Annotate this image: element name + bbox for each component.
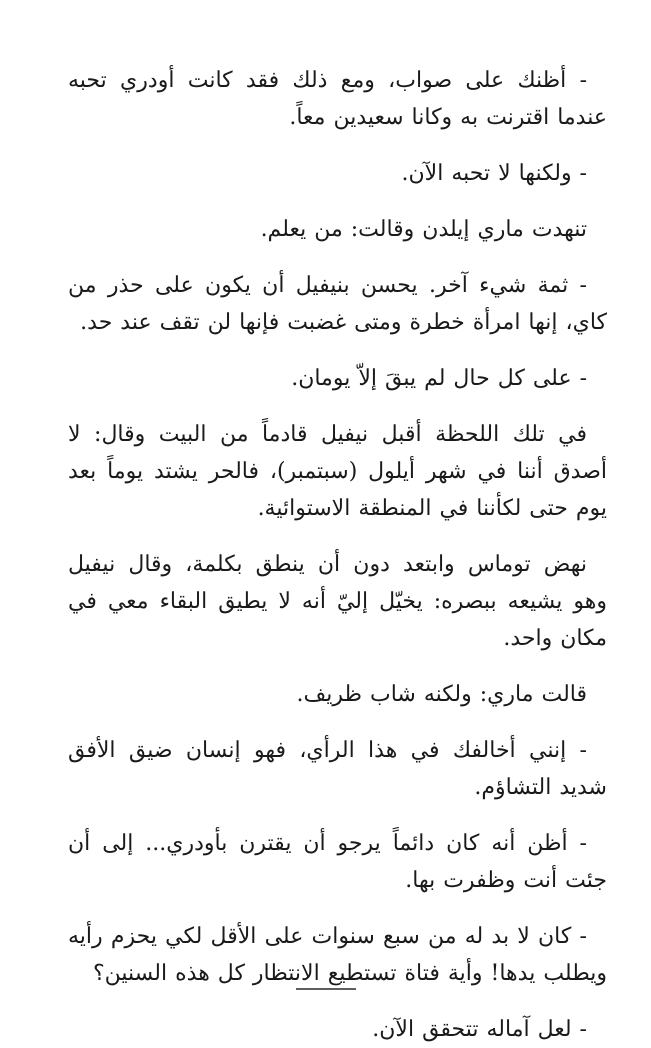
paragraph: - كان لا بد له من سبع سنوات على الأقل لكي يحزم رأيه ويطلب يدها! وأية فتاة تستطيع الانتظار كل هذه السنين؟ (68, 924, 607, 986)
paragraph: نهض توماس وابتعد دون أن ينطق بكلمة، وقال نيفيل وهو يشيعه ببصره: يخيّل إليّ أنه لا يطيق البقاء معي في مكان واحد. (68, 552, 607, 651)
paragraph: - ولكنها لا تحبه الآن. (401, 161, 587, 186)
paragraph: قالت ماري: ولكنه شاب ظريف. (296, 682, 587, 707)
paragraph: - ثمة شيء آخر. يحسن بنيفيل أن يكون على حذر من كاي، إنها امرأة خطرة ومتى غضبت فإنها لن تقف عند حد. (68, 273, 607, 335)
paragraph: - على كل حال لم يبقَ إلاّ يومان. (291, 366, 587, 391)
paragraph: - لعل آماله تتحقق الآن. (372, 1017, 587, 1042)
paragraph: في تلك اللحظة أقبل نيفيل قادماً من البيت وقال: لا أصدق أننا في شهر أيلول (سبتمبر)، فالحر يشتد يوماً بعد يوم حتى لكأننا في المنطقة الاستوائية. (68, 422, 607, 521)
paragraph: - أظنك على صواب، ومع ذلك فقد كانت أودري تحبه عندما اقترنت به وكانا سعيدين معاً. (68, 68, 607, 130)
paragraph: - أظن أنه كان دائماً يرجو أن يقترن بأودري... إلى أن جئت أنت وظفرت بها. (68, 831, 607, 893)
paragraph: تنهدت ماري إيلدن وقالت: من يعلم. (260, 217, 587, 242)
cut-off-text-fragment (0, 988, 651, 1000)
paragraph: - إنني أخالفك في هذا الرأي، فهو إنسان ضيق الأفق شديد التشاؤم. (68, 738, 607, 800)
